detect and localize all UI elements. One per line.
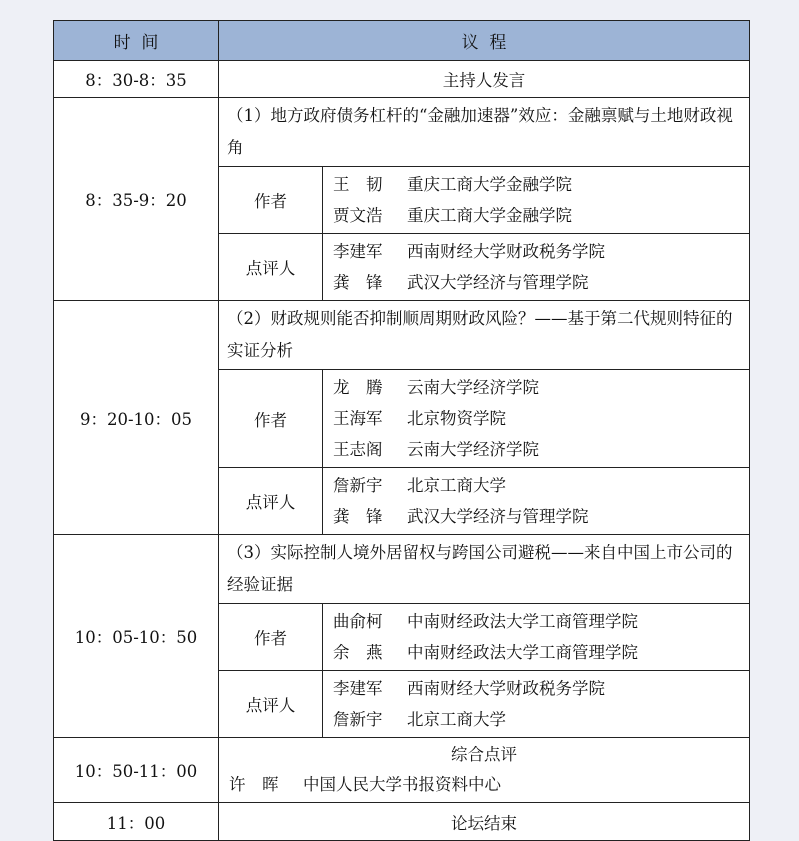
header-row [54, 21, 750, 61]
person-org: 云南大学经济学院 [407, 440, 539, 459]
person [333, 501, 739, 532]
row-opening [54, 61, 750, 98]
authors-label: 作者 [219, 604, 323, 671]
time-cell: 11：00 [54, 803, 219, 841]
person-org: 中国人民大学书报资料中心 [303, 775, 501, 794]
person-org: 北京物资学院 [407, 409, 506, 428]
person [333, 169, 739, 200]
person [333, 267, 739, 298]
agenda-table [53, 20, 750, 841]
time-cell: 10：50-11：00 [54, 738, 219, 803]
person [333, 606, 739, 637]
person-org: 武汉大学经济与管理学院 [407, 273, 589, 292]
person [333, 704, 739, 735]
reviewers-label: 点评人 [219, 468, 323, 535]
person-org: 重庆工商大学金融学院 [407, 206, 572, 225]
authors-list [323, 604, 750, 671]
person-name: 龙 腾 [333, 378, 383, 397]
authors-label: 作者 [219, 167, 323, 234]
person [333, 372, 739, 403]
person-name: 詹新宇 [333, 476, 383, 495]
person-name: 李建军 [333, 679, 383, 698]
person-org: 中南财经政法大学工商管理学院 [407, 612, 638, 631]
reviewers-label: 点评人 [219, 671, 323, 738]
reviewers-list [323, 671, 750, 738]
person-name: 詹新宇 [333, 710, 383, 729]
header-agenda: 议 程 [219, 21, 750, 61]
person-org: 重庆工商大学金融学院 [407, 175, 572, 194]
person [333, 673, 739, 704]
person-name: 余 燕 [333, 643, 383, 662]
person-name: 王海军 [333, 409, 383, 428]
person [229, 770, 739, 800]
time-cell: 8：30-8：35 [54, 61, 219, 98]
reviewers-list [323, 468, 750, 535]
person [333, 403, 739, 434]
person-name: 龚 锋 [333, 507, 383, 526]
authors-label: 作者 [219, 370, 323, 468]
opening-text: 主持人发言 [219, 61, 750, 98]
person [333, 200, 739, 231]
row-session-1-title [54, 98, 750, 167]
time-cell: 8：35-9：20 [54, 98, 219, 301]
authors-list [323, 167, 750, 234]
header-time: 时 间 [54, 21, 219, 61]
person-org: 北京工商大学 [407, 476, 506, 495]
authors-list [323, 370, 750, 468]
person [333, 434, 739, 465]
person-name: 王 韧 [333, 175, 383, 194]
person-org: 云南大学经济学院 [407, 378, 539, 397]
row-overall-review [54, 738, 750, 803]
person [333, 637, 739, 668]
person-name: 李建军 [333, 242, 383, 261]
time-cell: 9：20-10：05 [54, 301, 219, 535]
person-name: 王志阁 [333, 440, 383, 459]
person-org: 西南财经大学财政税务学院 [407, 679, 605, 698]
overall-review-heading: 综合点评 [451, 745, 517, 764]
person-name: 龚 锋 [333, 273, 383, 292]
person-name: 贾文浩 [333, 206, 383, 225]
reviewers-label: 点评人 [219, 234, 323, 301]
person-name: 曲俞柯 [333, 612, 383, 631]
person-org: 北京工商大学 [407, 710, 506, 729]
person [333, 236, 739, 267]
person-org: 西南财经大学财政税务学院 [407, 242, 605, 261]
row-session-2-title [54, 301, 750, 370]
session-title: （3）实际控制人境外居留权与跨国公司避税——来自中国上市公司的经验证据 [219, 535, 750, 604]
person [333, 470, 739, 501]
session-title: （1）地方政府债务杠杆的“金融加速器”效应：金融禀赋与土地财政视角 [219, 98, 750, 167]
row-end [54, 803, 750, 841]
overall-review-cell [219, 738, 750, 803]
end-text: 论坛结束 [219, 803, 750, 841]
person-org: 武汉大学经济与管理学院 [407, 507, 589, 526]
reviewers-list [323, 234, 750, 301]
time-cell: 10：05-10：50 [54, 535, 219, 738]
person-org: 中南财经政法大学工商管理学院 [407, 643, 638, 662]
person-name: 许 晖 [229, 775, 279, 794]
session-title: （2）财政规则能否抑制顺周期财政风险？——基于第二代规则特征的实证分析 [219, 301, 750, 370]
row-session-3-title [54, 535, 750, 604]
